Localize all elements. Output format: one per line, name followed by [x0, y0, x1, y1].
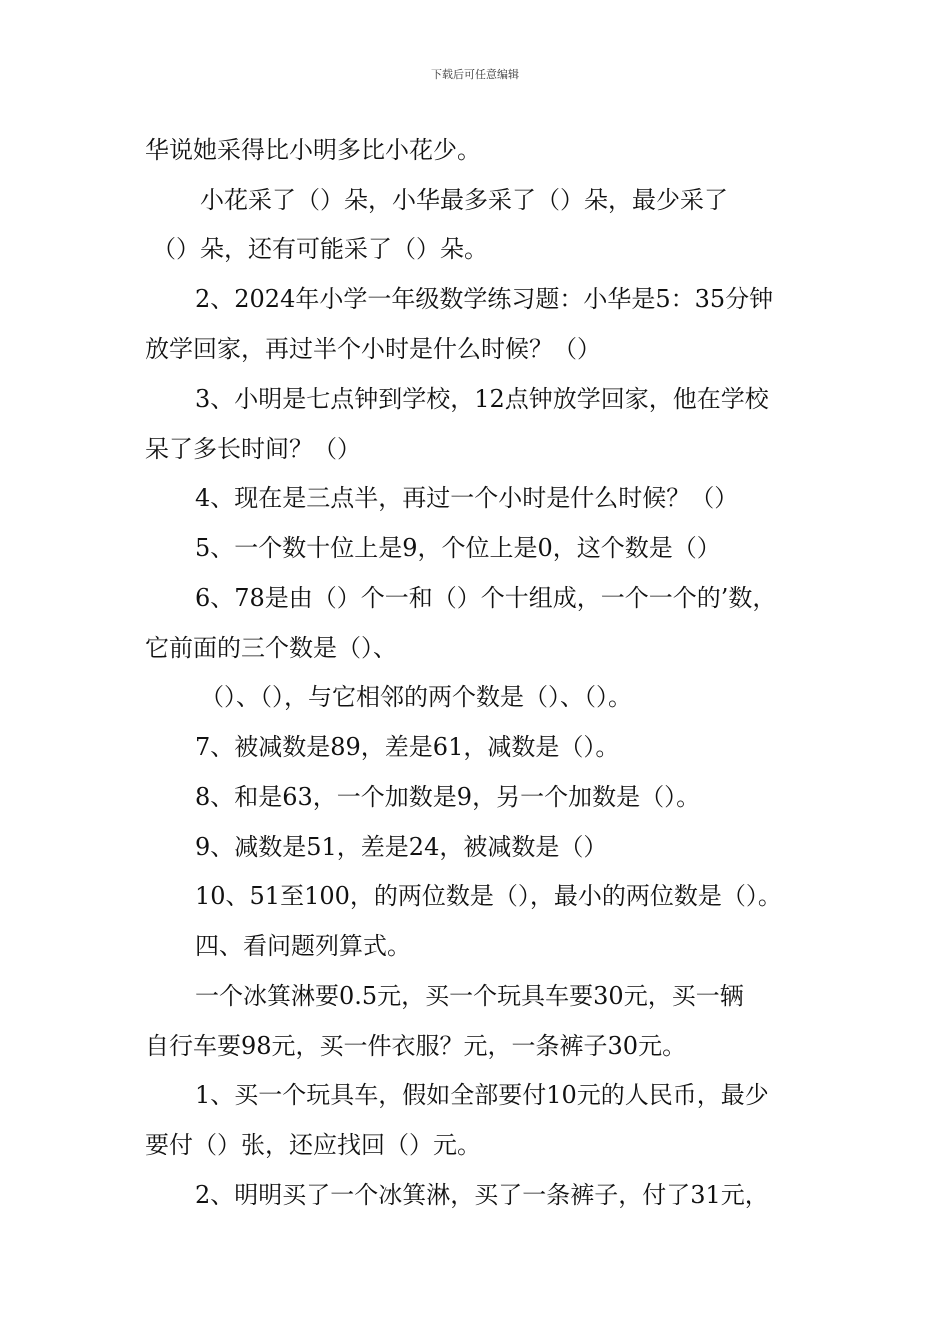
text-line: （）朵，还有可能采了（）朵。	[152, 235, 488, 263]
text-line: 1、买一个玩具车，假如全部要付10元的人民币，最少	[195, 1081, 769, 1109]
text-line: 要付（）张，还应找回（）元。	[145, 1131, 481, 1159]
text-line: 7、被减数是89，差是61，减数是（）。	[195, 733, 620, 761]
text-line: 6、78是由（）个一和（）个十组成，一个一个的’数，	[195, 584, 777, 612]
text-line: 一个冰箕淋要0.5元，买一个玩具车要30元，买一辆	[195, 982, 744, 1010]
text-line: 10、51至100，的两位数是（），最小的两位数是（）。	[195, 882, 782, 910]
text-line: （）、（），与它相邻的两个数是（）、（）。	[200, 683, 632, 711]
text-line: 3、小明是七点钟到学校，12点钟放学回家，他在学校	[195, 385, 769, 413]
text-line: 华说她采得比小明多比小花少。	[145, 136, 481, 164]
text-line: 放学回家，再过半个小时是什么时候？（）	[145, 335, 601, 363]
text-line: 9、减数是51，差是24，被减数是（）	[195, 833, 608, 861]
text-line: 2、明明买了一个冰箕淋，买了一条裤子，付了31元，	[195, 1181, 769, 1209]
text-line: 小花采了（）朵，小华最多采了（）朵，最少采了	[200, 186, 728, 214]
text-line: 2、2024年小学一年级数学练习题：小华是5：35分钟	[195, 285, 774, 313]
section-heading: 四、看问题列算式。	[195, 932, 411, 960]
text-line: 5、一个数十位上是9，个位上是0，这个数是（）	[195, 534, 721, 562]
text-line: 呆了多长时间？（）	[145, 435, 361, 463]
text-line: 自行车要98元，买一件衣服？元，一条裤子30元。	[145, 1032, 687, 1060]
page-header: 下载后可任意编辑	[431, 68, 519, 81]
text-line: 8、和是63，一个加数是9，另一个加数是（）。	[195, 783, 701, 811]
text-line: 它前面的三个数是（）、	[145, 634, 397, 662]
text-line: 4、现在是三点半，再过一个小时是什么时候？（）	[195, 484, 739, 512]
